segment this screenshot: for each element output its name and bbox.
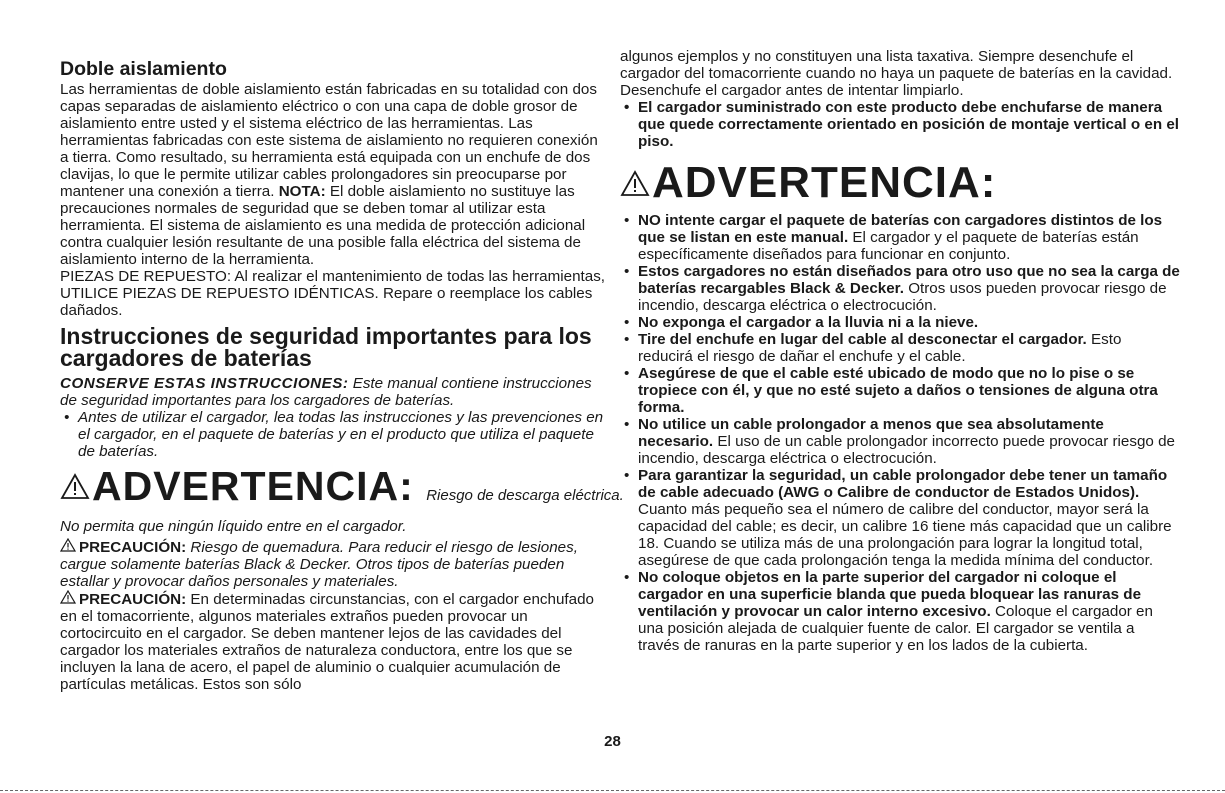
doble-aislamiento-body: Las herramientas de doble aislamiento están fabricadas en su totalidad con dos capas separadas de aislamiento eléctrico o con una capa de doble grosor de aislamiento entre usted y el sistema eléctrico de las herramientas. Las herramientas fabricadas con este sistema de aislamiento no requieren conexión a tierra. Como resultado, su herramienta está equipada con un enchufe de dos clavijas, lo que le permite utilizar cables prolongadores sin preocuparse por mantener una conexión a tierra. NOTA: El doble aislamiento no sustituye las precauciones normales de seguridad que se deben tomar al utilizar esta herramienta. El sistema de aislamiento es una medida de protección adicional contra cualquier lesión resultante de una posible falla eléctrica del sistema de aislamiento interno de la herramienta.: [60, 81, 598, 268]
no-permita-liquido: No permita que ningún líquido entre en el cargador.: [60, 518, 407, 535]
instrucciones-heading: Instrucciones de seguridad importantes para los cargadores de baterías: [60, 323, 592, 371]
bottom-divider: [0, 790, 1225, 791]
bullet-lluvia: • No exponga el cargador a la lluvia ni a la nieve.: [620, 314, 1180, 331]
nota-label: NOTA:: [278, 183, 326, 200]
page-number: 28: [604, 733, 621, 750]
bullet-cable-ubicado: • Asegúrese de que el cable esté ubicado de modo que no lo pise o se tropiece con él, y que no esté sujeto a daños o tensiones de alguna otra forma.: [620, 365, 1180, 416]
bullet-no-disenados: • Estos cargadores no están diseñados para otro uso que no sea la carga de baterías recargables Black & Decker. Otros usos pueden provocar riesgo de incendio, descarga eléctrica o electrocución.: [620, 263, 1180, 314]
left-column: [60, 58, 624, 693]
bullet-no-intente: • NO intente cargar el paquete de baterías con cargadores distintos de los que se listan en este manual. El cargador y el paquete de baterías están específicamente diseñados para funcionar en conjunto.: [620, 212, 1180, 263]
warning-triangle-icon: [60, 473, 90, 500]
bullet-antes: • Antes de utilizar el cargador, lea todas las instrucciones y las prevenciones en el cargador, en el paquete de baterías y en el producto que utiliza el paquete de baterías.: [60, 409, 605, 460]
precaucion-label: PRECAUCIÓN:: [79, 539, 187, 556]
conserve-label: CONSERVE ESTAS INSTRUCCIONES:: [60, 375, 349, 392]
warning-triangle-icon: [60, 590, 76, 604]
bullet-no-coloque: • No coloque objetos en la parte superior del cargador ni coloque el cargador en una superficie blanda que pueda bloquear las ranuras de ventilación y provocar un calor interno excesivo. Coloque el cargador en una posición alejada de cualquier fuente de calor. El cargador se ventila a través de ranuras en la parte superior y en los lados de la cubierta.: [620, 569, 1180, 654]
right-column: [620, 48, 1180, 654]
conserve-paragraph: CONSERVE ESTAS INSTRUCCIONES: Este manual contiene instrucciones de seguridad importantes para los cargadores de baterías.: [60, 375, 592, 409]
warning-triangle-icon: [60, 538, 76, 552]
precaucion-label: PRECAUCIÓN:: [79, 591, 187, 608]
advertencia-heading: ADVERTENCIA:: [620, 160, 1180, 206]
precaucion-cortocircuito: PRECAUCIÓN: En determinadas circunstancias, con el cargador enchufado en el tomacorriente, algunos materiales extraños pueden provocar un cortocircuito en el cargador. Se deben mantener lejos de las cavidades del cargador los materiales extraños de naturaleza conductora, entre los que se incluyen la lana de acero, el papel de aluminio o cualquier acumulación de partículas metálicas. Estos son sólo: [60, 591, 594, 693]
advertencia-descarga: ADVERTENCIA: Riesgo de descarga eléctrica.: [60, 464, 605, 518]
bullet-prolongador: • No utilice un cable prolongador a menos que sea absolutamente necesario. El uso de un cable prolongador incorrecto puede provocar riesgo de incendio, descarga eléctrica o electrocución.: [620, 416, 1180, 467]
doble-aislamiento-heading: Doble aislamiento: [60, 58, 227, 80]
continuation-paragraph: algunos ejemplos y no constituyen una lista taxativa. Siempre desenchufe el cargador del tomacorriente cuando no haya un paquete de baterías en la cavidad. Desenchufe el cargador antes de intentar limpiarlo.: [620, 48, 1173, 99]
piezas-repuesto-paragraph: PIEZAS DE REPUESTO: Al realizar el mantenimiento de todas las herramientas, UTILICE PIEZAS DE REPUESTO IDÉNTICAS. Repare o reemplace los cables dañados.: [60, 268, 606, 319]
precaucion-quemadura: PRECAUCIÓN: Riesgo de quemadura. Para reducir el riesgo de lesiones, cargue solamente baterías Black & Decker. Otros tipos de baterías pueden estallar y provocar daños personales y materiales.: [60, 539, 578, 590]
bullet-enchufe: • Tire del enchufe en lugar del cable al desconectar el cargador. Esto reducirá el riesgo de dañar el enchufe y el cable.: [620, 331, 1180, 365]
bullet-calibre: • Para garantizar la seguridad, un cable prolongador debe tener un tamaño de cable adecuado (AWG o Calibre de conductor de Estados Unidos). Cuanto más pequeño sea el número de calibre del conductor, mayor será la capacidad del cable; es decir, un calibre 16 tiene más capacidad que un calibre 18. Cuando se utiliza más de una prolongación para lograr la longitud total, asegúrese de que cada prolongación tenga la medida mínima del conductor.: [620, 467, 1180, 569]
bullet-montaje: • El cargador suministrado con este producto debe enchufarse de manera que quede correctamente orientado en posición de montaje vertical o en el piso.: [620, 99, 1180, 150]
warning-triangle-icon: [620, 170, 650, 197]
